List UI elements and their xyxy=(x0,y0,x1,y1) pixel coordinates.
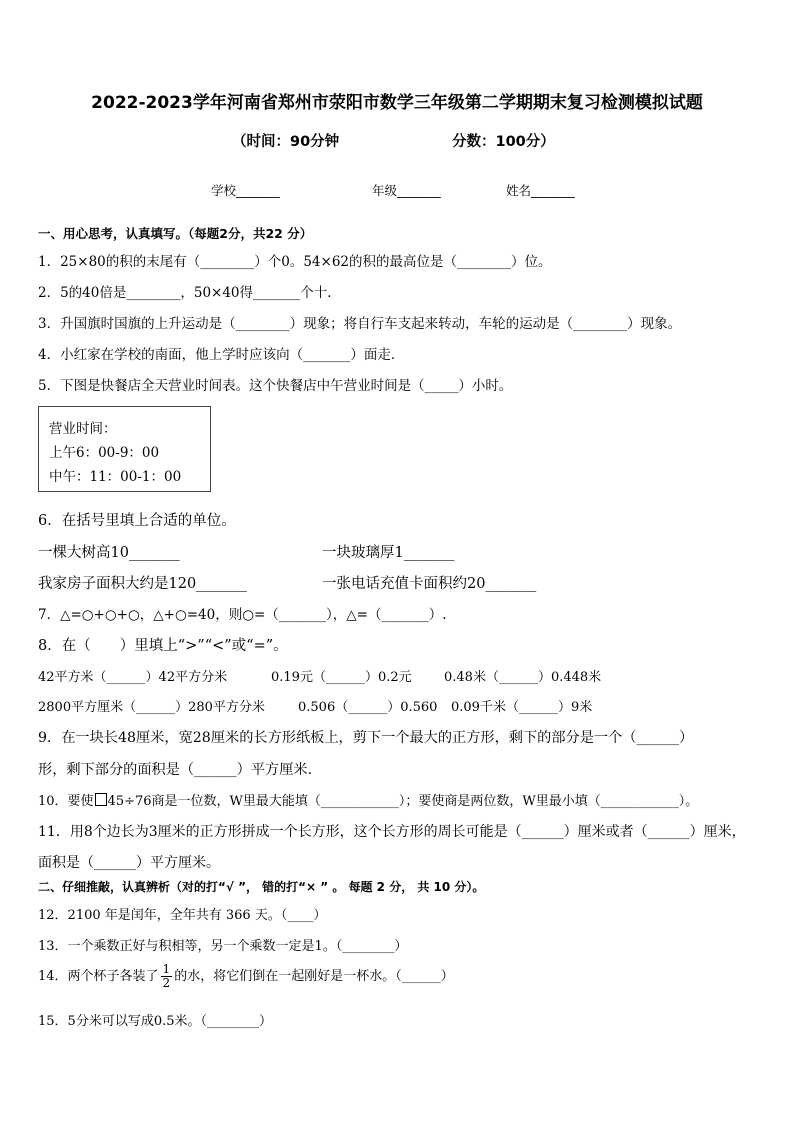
question-8-item: 0.19元（______）0.2元 xyxy=(271,670,412,685)
question-6-a: 一棵大树高10_______ xyxy=(38,545,180,561)
question-9-line2: 形，剩下部分的面积是（______）平方厘米. xyxy=(38,762,313,778)
question-12: 12．2100 年是闰年，全年共有 366 天。（____） xyxy=(38,908,327,923)
question-8-item: 42平方米（______）42平方分米 xyxy=(38,670,228,685)
question-13: 13．一个乘数正好与积相等，另一个乘数一定是1。（________） xyxy=(38,939,408,954)
box-noon-hours: 中午：11：00-1：00 xyxy=(49,469,182,485)
blank-square-icon xyxy=(95,793,107,806)
grade-field[interactable]: 年级_______ xyxy=(372,183,441,198)
question-10-text: 45÷76商是一位数，W里最大能填（____________）；要使商是两位数，W里最小填（____________）。 xyxy=(107,794,699,809)
question-6-c: 我家房子面积大约是120_______ xyxy=(38,576,247,592)
question-6-d: 一张电话充值卡面积约20_______ xyxy=(322,576,537,592)
box-title: 营业时间： xyxy=(49,421,117,437)
fraction-denominator: 2 xyxy=(162,976,171,990)
question-6-b: 一块玻璃厚1_______ xyxy=(322,545,455,561)
question-3: 3．升国旗时国旗的上升运动是（________）现象；将自行车支起来转动，车轮的运动是（________）现象。 xyxy=(38,316,682,332)
question-2: 2．5的40倍是________，50×40得_______个十． xyxy=(38,285,341,301)
question-14 xyxy=(38,963,454,990)
exam-title: 2022-2023学年河南省郑州市荥阳市数学三年级第二学期期末复习检测模拟试题 xyxy=(91,93,703,113)
question-11-line2: 面积是（______）平方厘米。 xyxy=(38,855,220,871)
question-8: 8．在（ ）里填上“>”“<”或“=”。 xyxy=(38,638,288,654)
question-4: 4．小红家在学校的南面，他上学时应该向（_______）面走． xyxy=(38,347,405,363)
question-11-line1: 11．用8个边长为3厘米的正方形拼成一个长方形，这个长方形的周长可能是（______）厘米或者（______）厘米， xyxy=(38,824,746,840)
fraction-numerator: 1 xyxy=(162,962,171,976)
question-8-item: 0.48米（______）0.448米 xyxy=(444,670,602,685)
question-10 xyxy=(38,790,698,809)
question-14-prefix: 14．两个杯子各装了 xyxy=(38,969,159,984)
name-field[interactable]: 姓名_______ xyxy=(506,183,575,198)
school-field[interactable]: 学校_______ xyxy=(211,183,280,198)
question-9-line1: 9．在一块长48厘米，宽28厘米的长方形纸板上，剪下一个最大的正方形，剩下的部分是一个（______） xyxy=(38,730,694,746)
question-8-item: 0.09千米（______）9米 xyxy=(451,700,593,715)
score-label: 分数：100分） xyxy=(452,134,555,150)
question-8-item: 2800平方厘米（______）280平方分米 xyxy=(38,700,265,715)
question-5: 5．下图是快餐店全天营业时间表。这个快餐店中午营业时间是（_____）小时。 xyxy=(38,378,513,394)
question-6: 6．在括号里填上合适的单位。 xyxy=(38,513,236,529)
question-10-prefix: 10．要使 xyxy=(38,794,94,809)
fraction-one-half xyxy=(161,963,173,990)
box-morning-hours: 上午6：00-9：00 xyxy=(49,445,160,461)
business-hours-box xyxy=(38,406,211,492)
question-15: 15．5分米可以写成0.5米。（________） xyxy=(38,1014,272,1029)
question-7: 7．△=○+○+○，△+○=40，则○=（_______），△=（_______）. xyxy=(38,607,447,623)
section2-header: 二、仔细推敲，认真辨析（对的打“√ ”， 错的打“× ” 。 每题 2 分， 共 10 分）。 xyxy=(38,880,485,894)
question-8-item: 0.506（______）0.560 xyxy=(298,700,438,715)
question-1: 1．25×80的积的末尾有（________）个0。54×62的积的最高位是（________）位。 xyxy=(38,254,552,270)
question-14-text: 的水，将它们倒在一起刚好是一杯水。（______） xyxy=(174,969,454,984)
time-label: （时间：90分钟 xyxy=(232,134,340,150)
section1-header: 一、用心思考，认真填写。（每题2分，共22 分） xyxy=(38,226,313,241)
